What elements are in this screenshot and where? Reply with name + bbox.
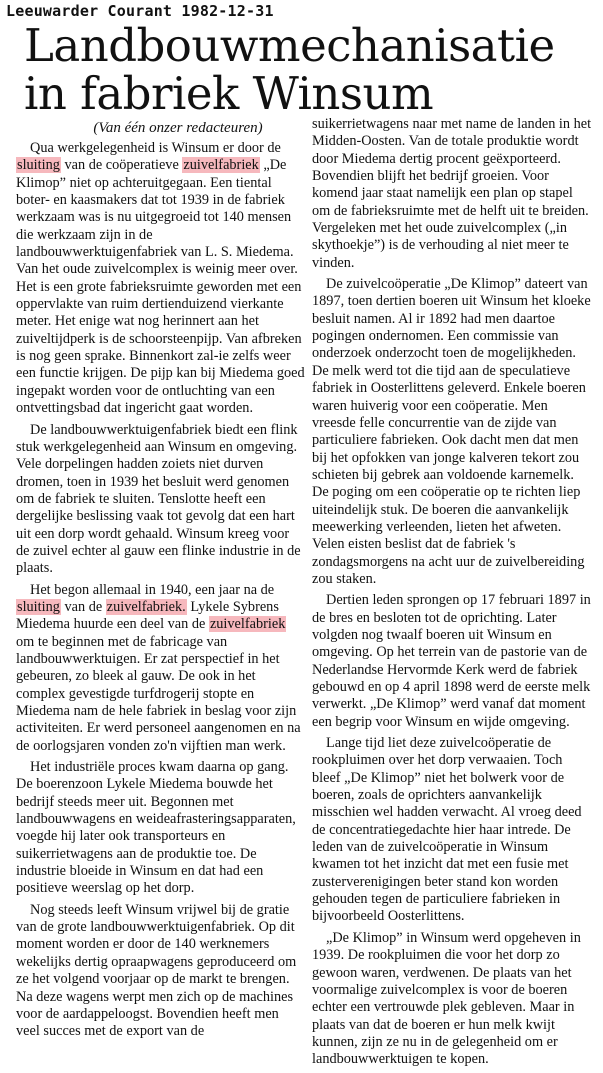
- article-byline: (Van één onzer redacteuren): [93, 120, 263, 136]
- left-column: [16, 140, 306, 1045]
- paragraph: Dertien leden sprongen op 17 februari 1897 in de bres en besloten tot de oprichting. Later volgden nog twaalf boeren uit Winsum en omgeving. Op het terrein van de pastorie van de Nederlandse Hervormde Kerk werd de fabriek gebouwd en op 4 april 1898 werd de eerste melk verwerkt. „De Klimop” werd vanaf dat moment een begrip voor Winsum en wijde omgeving.: [312, 592, 591, 730]
- paragraph: Lange tijd liet deze zuivelcoöperatie de rookpluimen over het dorp verwaaien. Toch bleef „De Klimop” niet het bolwerk voor de boeren, zoals de oprichters aanvankelijk misschien wel hadden verwacht. Al vroeg deed de concentratiegedachte hier haar intrede. De leden van de zuivelcoöperatie in Winsum kwamen tot het inzicht dat met een fusie met zusterverenigingen beter stand kon worden gehouden tegen de particuliere fabrieken in bijvoorbeeld Oosterlittens.: [312, 735, 582, 925]
- paragraph: [16, 140, 306, 418]
- highlight-zuivelfabriek: zuivelfabriek: [209, 616, 286, 633]
- highlight-sluiting: sluiting: [17, 598, 60, 615]
- text-run: „De Klimop” niet op achteruitgegaan. Een tiental boter- en kaasmakers dat tot 1939 in de fabriek werkzaam was is nu uitgegroeid tot 140 mensen die werkzaam zijn in de landbouwwerktuigenfabriek van L. S. Miedema. Van het oude zuivelcomplex is weinig meer over. Het is een grote fabrieksruimte geworden met een oppervlakte van ruim dertienduizend vierkante meter. Het enige wat nog herinnert aan het zuiveltijdperk is de schoorsteenpijp. Van afbreken is nog geen sprake. Binnenkort zal-ie zelfs weer een functie krijgen. De pijp kan bij Miedema goed ingepakt worden voor de ontluchting van een ontvettingsbad dat ingericht gaat worden.: [16, 157, 305, 417]
- article-headline: Landbouwmechanisatie in fabriek Winsum: [24, 19, 555, 120]
- text-run: Het begon allemaal in 1940, een jaar na de: [30, 581, 275, 598]
- right-column: [312, 116, 592, 1073]
- highlight-zuivelfabriek: zuivelfabriek.: [106, 598, 186, 615]
- paragraph: Het industriële proces kwam daarna op gang. De boerenzoon Lykele Miedema bouwde het bedrijf steeds meer uit. Begonnen met landbouwwagens en weideafrasteringsapparaten, voegde hij later ook transporteurs en suikerrietwagens aan de produktie toe. De industrie bloeide in Winsum en dat had een positieve weerslag op het dorp.: [16, 759, 296, 897]
- paragraph: De landbouwwerktuigenfabriek biedt een flink stuk werkgelegenheid aan Winsum en omgeving. Vele dorpelingen hadden zoiets niet durven dromen, toen in 1939 het besluit werd genomen om de fabriek te sluiten. Tenslotte heeft een dergelijke beslissing vaak tot gevolg dat een hart uit een dorp wordt gehaald. Winsum kreeg voor de zuivel echter al gauw een flinke industrie in de plaats.: [16, 421, 301, 577]
- highlight-sluiting: sluiting: [17, 157, 60, 174]
- highlight-zuivelfabriek: zuivelfabriek: [183, 157, 259, 174]
- text-run: Lykele Sybrens Miedema huurde een deel van de: [16, 598, 279, 633]
- text-run: van de: [60, 598, 106, 615]
- paragraph: Nog steeds leeft Winsum vrijwel bij de gratie van de grote landbouwwerktuigenfabriek. Op dit moment worden er door de 140 werknemers wekelijks dertig opraapwagens geproduceerd om ze het volgend voorjaar op de markt te brengen. Na deze wagens werpt men zich op de machines voor de aardappeloogst. Bovendien heeft men veel succes met de export van de: [16, 901, 297, 1040]
- paragraph: „De Klimop” in Winsum werd opgeheven in 1939. De rookpluimen die voor het dorp zo gewoon waren, verdwenen. De plaats van het voormalige zuivelcomplex is voor de boeren echter een vertrouwde plek gebleven. Maar in plaats van dat de boeren er hun melk kwijt kunnen, zijn ze nu in de gelegenheid om er landbouwwerktuigen te kopen.: [312, 929, 581, 1068]
- newspaper-masthead: Leeuwarder Courant 1982-12-31: [6, 2, 274, 20]
- text-run: van de coöperatieve: [60, 157, 183, 174]
- paragraph: De zuivelcoöperatie „De Klimop” dateert van 1897, toen dertien boeren uit Winsum het kloeke besluit namen. Al ir 1892 had men daartoe pogingen ondernomen. Een commissie van onderzoek onderzocht toen de mogelijkheden. De melk werd tot die tijd aan de speculatieve fabriek in Oosterlittens geleverd. Enkele boeren waren huiverig voor een coöperatie. Men vreesde felle concurrentie van de zijde van particuliere fabrieken. Ook dacht men dat men bij het opfokken van jonge kalveren tekort zou schieten bij gebrek aan voldoende karnemelk. De poging om een coöperatie op te richten liep uiteindelijk stuk. De boeren die aanvankelijk meewerking verleenden, lieten het afweten. Velen eisten beslist dat de fabriek 's zondagsmorgens na acht uur de zuivelbereiding zou staken.: [312, 276, 591, 587]
- text-run: Qua werkgelegenheid is Winsum er door de: [30, 140, 281, 156]
- paragraph: suikerrietwagens naar met name de landen in het Midden-Oosten. Van de totale produktie wordt door Miedema dertig procent geëxporteerd. Bovendien blijft het bedrijf groeien. Voor komend jaar staat namelijk een plan op stapel om de fabrieksruimte met de helft uit te breiden. Vergeleken met het oude zuivelcomplex („in skythoekje”) is de verhouding al niet meer te vinden.: [312, 116, 592, 271]
- paragraph: [16, 582, 306, 755]
- text-run: om te beginnen met de fabricage van landbouwwerktuigen. Er zat perspectief in het gebeuren, zo bleek al gauw. De ook in het complex gevestigde turfdrogerij stopte en Miedema nam de hele fabriek in beslag voor zijn activiteiten. Er werd personeel aangenomen en na de oorlogsjaren vonden zo'n vijftien man werk.: [16, 633, 301, 754]
